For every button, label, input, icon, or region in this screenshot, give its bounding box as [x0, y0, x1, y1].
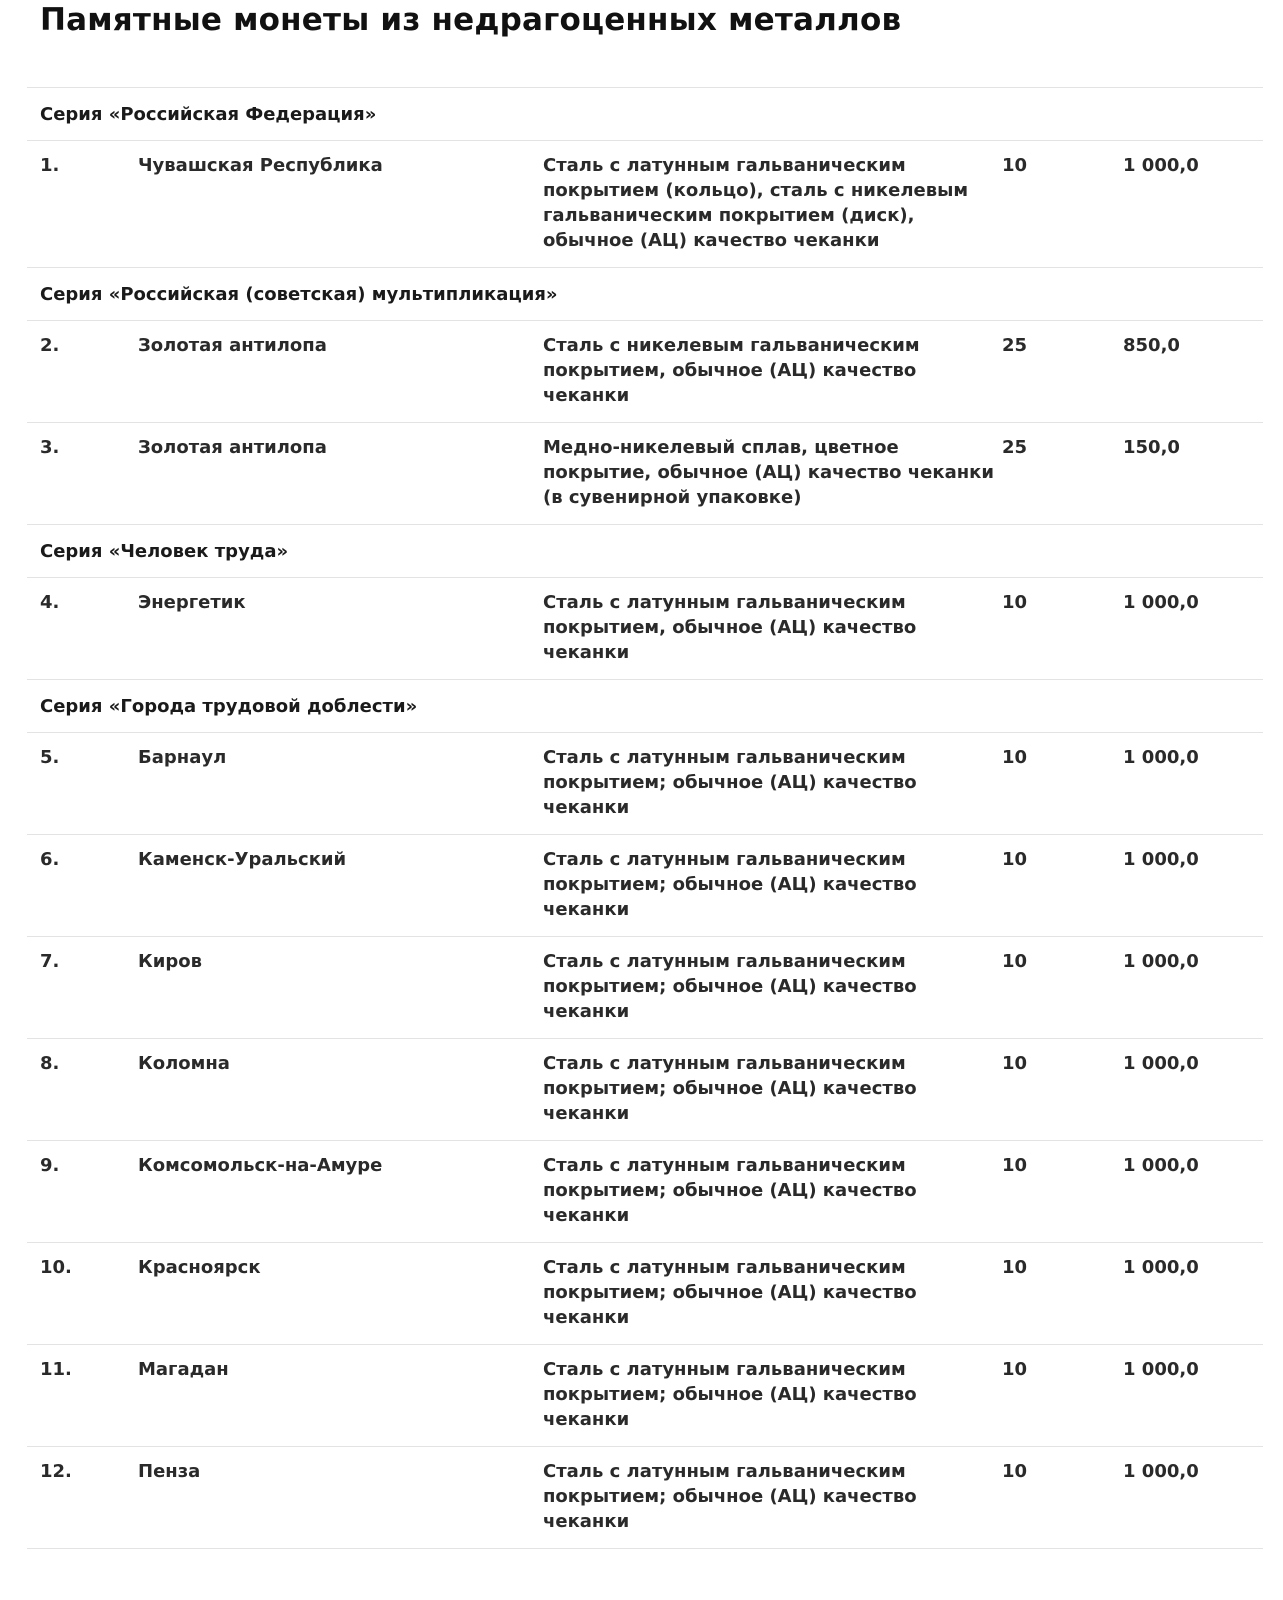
coin-material-line: Сталь с латунным гальваническим: [543, 1461, 906, 1482]
coin-material-line: покрытием; обычное (АЦ) качество: [543, 1282, 917, 1303]
coin-nominal: 10: [1002, 849, 1028, 870]
table-row: [27, 937, 1263, 1039]
coin-material: [543, 153, 983, 253]
table-row: [27, 1345, 1263, 1447]
coin-mintage: 150,0: [1123, 437, 1180, 458]
coin-material-line: Сталь с латунным гальваническим: [543, 849, 906, 870]
coin-material-line: чеканки: [543, 1511, 630, 1532]
row-number: 11.: [40, 1359, 72, 1380]
row-number: 4.: [40, 592, 60, 613]
coin-material-line: чеканки: [543, 1205, 630, 1226]
page-title: Памятные монеты из недрагоценных металлов: [40, 2, 902, 38]
coin-nominal: 10: [1002, 1359, 1028, 1380]
table-row: [27, 733, 1263, 835]
table-row: [27, 321, 1263, 423]
coin-material-line: покрытием, обычное (АЦ) качество: [543, 360, 917, 381]
coin-mintage: 1 000,0: [1123, 747, 1199, 768]
coin-material-line: покрытием; обычное (АЦ) качество: [543, 1078, 917, 1099]
coin-nominal: 10: [1002, 747, 1028, 768]
table-row: [27, 1243, 1263, 1345]
coin-material: [543, 745, 983, 820]
coin-name: Магадан: [138, 1359, 229, 1380]
coin-name: Пенза: [138, 1461, 201, 1482]
coin-material-line: Сталь с латунным гальваническим: [543, 1155, 906, 1176]
table-row: [27, 1447, 1263, 1549]
coin-name: Комсомольск-на-Амуре: [138, 1155, 383, 1176]
coin-name: Каменск-Уральский: [138, 849, 347, 870]
table-row: [27, 578, 1263, 680]
coin-material-line: покрытием (кольцо), сталь с никелевым: [543, 180, 969, 201]
coin-material-line: гальваническим покрытием (диск),: [543, 205, 915, 226]
coin-material-line: Сталь с латунным гальваническим: [543, 1053, 906, 1074]
row-number: 1.: [40, 155, 60, 176]
coin-material: [543, 1255, 983, 1330]
coin-material: [543, 435, 994, 510]
coin-mintage: 1 000,0: [1123, 1155, 1199, 1176]
coin-material-line: Сталь с латунным гальваническим: [543, 951, 906, 972]
coin-material-line: покрытием; обычное (АЦ) качество: [543, 1486, 917, 1507]
row-number: 2.: [40, 335, 60, 356]
coin-name: Коломна: [138, 1053, 230, 1074]
coin-mintage: 850,0: [1123, 335, 1180, 356]
coin-material-line: чеканки: [543, 642, 630, 663]
coin-name: Золотая антилопа: [138, 437, 327, 458]
coin-material-line: чеканки: [543, 797, 630, 818]
coin-material-line: покрытием; обычное (АЦ) качество: [543, 874, 917, 895]
coin-material-line: обычное (АЦ) качество чеканки: [543, 230, 880, 251]
coin-nominal: 10: [1002, 1053, 1028, 1074]
table-row: [27, 423, 1263, 525]
series-heading: Серия «Города трудовой доблести»: [27, 680, 1263, 733]
coin-name: Киров: [138, 951, 202, 972]
coin-material-line: покрытием; обычное (АЦ) качество: [543, 1384, 917, 1405]
coin-name: Красноярск: [138, 1257, 261, 1278]
coin-name: Чувашская Республика: [138, 155, 383, 176]
coin-nominal: 10: [1002, 155, 1028, 176]
coin-material-line: покрытие, обычное (АЦ) качество чеканки: [543, 462, 994, 483]
coin-nominal: 10: [1002, 1155, 1028, 1176]
row-number: 5.: [40, 747, 60, 768]
coins-table: [27, 87, 1263, 1549]
coin-nominal: 10: [1002, 951, 1028, 972]
coin-material-line: чеканки: [543, 1307, 630, 1328]
coin-material-line: Сталь с латунным гальваническим: [543, 592, 906, 613]
coin-material: [543, 1051, 983, 1126]
table-row: [27, 835, 1263, 937]
coin-material-line: покрытием, обычное (АЦ) качество: [543, 617, 917, 638]
coin-mintage: 1 000,0: [1123, 1053, 1199, 1074]
coin-nominal: 25: [1002, 335, 1028, 356]
row-number: 9.: [40, 1155, 60, 1176]
coin-material: [543, 590, 983, 665]
series-heading: Серия «Российская Федерация»: [27, 88, 1263, 141]
coin-material-line: чеканки: [543, 385, 630, 406]
coin-material-line: Сталь с никелевым гальваническим: [543, 335, 920, 356]
coin-material-line: Медно-никелевый сплав, цветное: [543, 437, 899, 458]
series-heading: Серия «Человек труда»: [27, 525, 1263, 578]
coin-material: [543, 949, 983, 1024]
coin-material-line: чеканки: [543, 1103, 630, 1124]
coin-nominal: 10: [1002, 592, 1028, 613]
coin-material-line: Сталь с латунным гальваническим: [543, 155, 906, 176]
row-number: 12.: [40, 1461, 72, 1482]
coin-material-line: (в сувенирной упаковке): [543, 487, 802, 508]
row-number: 6.: [40, 849, 60, 870]
coin-material-line: чеканки: [543, 899, 630, 920]
coin-material: [543, 1153, 983, 1228]
coin-material-line: покрытием; обычное (АЦ) качество: [543, 772, 917, 793]
coin-mintage: 1 000,0: [1123, 1257, 1199, 1278]
table-row: [27, 1039, 1263, 1141]
series-heading: Серия «Российская (советская) мультипликация»: [27, 268, 1263, 321]
coin-nominal: 10: [1002, 1461, 1028, 1482]
coin-mintage: 1 000,0: [1123, 951, 1199, 972]
row-number: 3.: [40, 437, 60, 458]
coin-material: [543, 1459, 983, 1534]
table-row: [27, 1141, 1263, 1243]
coin-mintage: 1 000,0: [1123, 592, 1199, 613]
row-number: 8.: [40, 1053, 60, 1074]
coin-material-line: Сталь с латунным гальваническим: [543, 1359, 906, 1380]
coin-mintage: 1 000,0: [1123, 155, 1199, 176]
coin-material: [543, 333, 983, 408]
coin-mintage: 1 000,0: [1123, 1359, 1199, 1380]
coin-material-line: Сталь с латунным гальваническим: [543, 747, 906, 768]
coin-nominal: 25: [1002, 437, 1028, 458]
coin-name: Барнаул: [138, 747, 227, 768]
coin-name: Золотая антилопа: [138, 335, 327, 356]
coin-mintage: 1 000,0: [1123, 849, 1199, 870]
coin-material: [543, 847, 983, 922]
row-number: 10.: [40, 1257, 72, 1278]
table-row: [27, 141, 1263, 268]
coin-material: [543, 1357, 983, 1432]
coin-material-line: Сталь с латунным гальваническим: [543, 1257, 906, 1278]
coin-mintage: 1 000,0: [1123, 1461, 1199, 1482]
coin-material-line: чеканки: [543, 1001, 630, 1022]
coin-name: Энергетик: [138, 592, 246, 613]
coin-material-line: чеканки: [543, 1409, 630, 1430]
row-number: 7.: [40, 951, 60, 972]
coin-nominal: 10: [1002, 1257, 1028, 1278]
coin-material-line: покрытием; обычное (АЦ) качество: [543, 1180, 917, 1201]
coin-material-line: покрытием; обычное (АЦ) качество: [543, 976, 917, 997]
